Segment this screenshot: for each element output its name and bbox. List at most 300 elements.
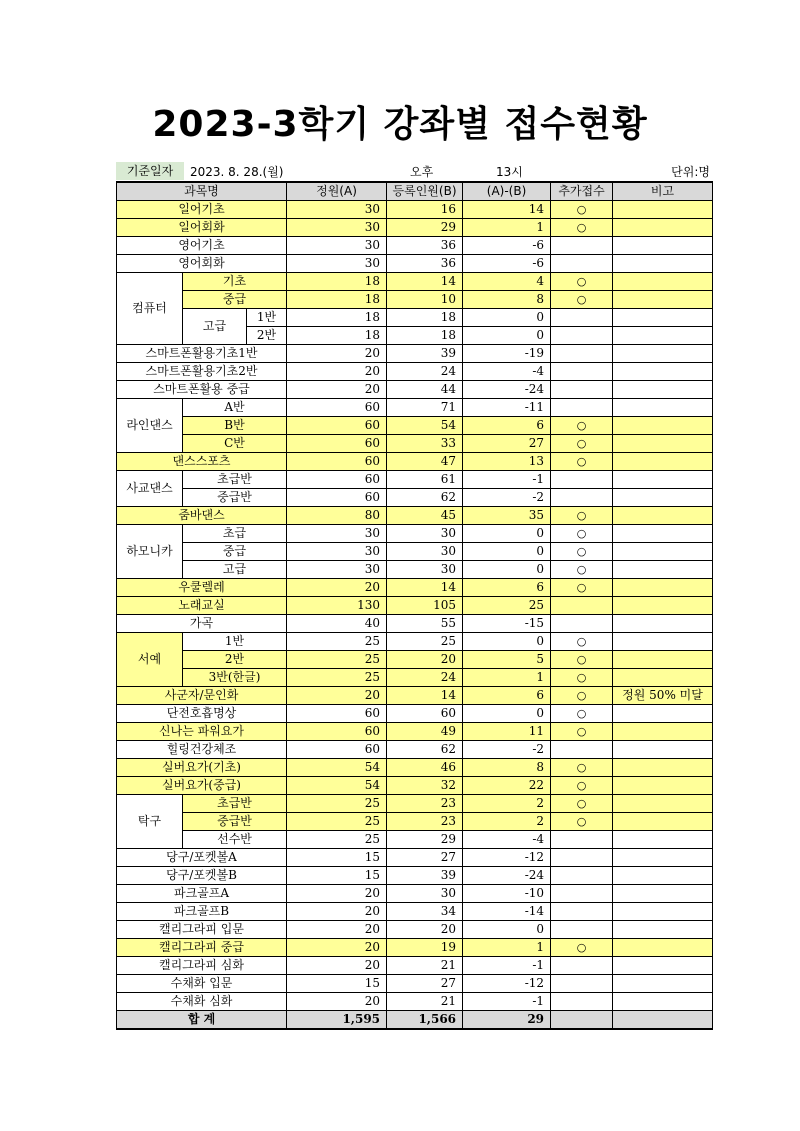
extra-cell [551, 309, 613, 327]
table-row [117, 417, 713, 435]
group-name: 탁구 [117, 795, 183, 849]
note-cell [613, 417, 713, 435]
table-row [117, 723, 713, 741]
extra-cell [551, 237, 613, 255]
registered-cell: 23 [387, 795, 463, 813]
diff-cell: 8 [463, 291, 551, 309]
subject-name: 스마트폰활용 중급 [117, 381, 287, 399]
diff-cell: -12 [463, 975, 551, 993]
note-cell [613, 453, 713, 471]
subject-name: 실버요가(중급) [117, 777, 287, 795]
capacity-cell: 30 [287, 201, 387, 219]
registered-cell: 24 [387, 669, 463, 687]
table-row [117, 255, 713, 273]
base-date-label: 기준일자 [116, 162, 184, 180]
note-cell [613, 975, 713, 993]
table-row [117, 885, 713, 903]
diff-cell: -2 [463, 741, 551, 759]
subject-name: 스마트폰활용기초2반 [117, 363, 287, 381]
registered-cell: 36 [387, 255, 463, 273]
subject-name: 당구/포켓볼B [117, 867, 287, 885]
registered-cell: 29 [387, 219, 463, 237]
note-cell [613, 741, 713, 759]
table-row [117, 939, 713, 957]
capacity-cell: 15 [287, 867, 387, 885]
capacity-cell: 25 [287, 831, 387, 849]
diff-cell: 22 [463, 777, 551, 795]
registered-cell: 105 [387, 597, 463, 615]
table-row [117, 219, 713, 237]
extra-cell: ○ [551, 633, 613, 651]
table-row [117, 381, 713, 399]
subject-name: 파크골프A [117, 885, 287, 903]
subject-name: 캘리그라피 심화 [117, 957, 287, 975]
diff-cell: 6 [463, 417, 551, 435]
subject-name: 캘리그라피 입문 [117, 921, 287, 939]
capacity-cell: 40 [287, 615, 387, 633]
diff-cell: -6 [463, 255, 551, 273]
extra-cell [551, 327, 613, 345]
registered-cell: 18 [387, 327, 463, 345]
extra-cell: ○ [551, 201, 613, 219]
table-row [117, 561, 713, 579]
registered-cell: 62 [387, 741, 463, 759]
note-cell [613, 849, 713, 867]
subject-name: 중급 [183, 291, 287, 309]
registered-cell: 55 [387, 615, 463, 633]
diff-cell: -6 [463, 237, 551, 255]
extra-cell [551, 741, 613, 759]
note-cell [613, 669, 713, 687]
diff-cell: 2 [463, 813, 551, 831]
subject-name: B반 [183, 417, 287, 435]
diff-cell: -1 [463, 471, 551, 489]
extra-cell: ○ [551, 453, 613, 471]
subject-name: 파크골프B [117, 903, 287, 921]
note-cell [613, 399, 713, 417]
table-row [117, 399, 713, 417]
table-row [117, 705, 713, 723]
extra-cell: ○ [551, 723, 613, 741]
extra-cell: ○ [551, 813, 613, 831]
extra-cell: ○ [551, 219, 613, 237]
note-cell [613, 543, 713, 561]
diff-cell: -10 [463, 885, 551, 903]
extra-cell: ○ [551, 759, 613, 777]
table-row [117, 993, 713, 1011]
diff-cell: -12 [463, 849, 551, 867]
note-cell [613, 813, 713, 831]
registered-cell: 30 [387, 543, 463, 561]
extra-cell [551, 255, 613, 273]
page-title: 2023-3학기 강좌별 접수현황 [152, 104, 648, 145]
capacity-cell: 18 [287, 273, 387, 291]
extra-cell [551, 399, 613, 417]
registered-cell: 61 [387, 471, 463, 489]
diff-cell: 0 [463, 921, 551, 939]
diff-cell: 8 [463, 759, 551, 777]
table-row [117, 777, 713, 795]
registered-cell: 60 [387, 705, 463, 723]
registered-cell: 32 [387, 777, 463, 795]
diff-cell: -4 [463, 363, 551, 381]
group-name: 사교댄스 [117, 471, 183, 507]
subject-name: 1반 [247, 309, 287, 327]
registered-cell: 62 [387, 489, 463, 507]
registered-cell: 30 [387, 561, 463, 579]
table-row [117, 309, 713, 327]
header-subject: 과목명 [117, 182, 287, 201]
note-cell [613, 561, 713, 579]
registered-cell: 45 [387, 507, 463, 525]
extra-cell [551, 471, 613, 489]
note-cell [613, 273, 713, 291]
registered-cell: 30 [387, 885, 463, 903]
table-row [117, 921, 713, 939]
group-name: 고급 [183, 309, 247, 345]
note-cell [613, 345, 713, 363]
subject-name: C반 [183, 435, 287, 453]
note-cell [613, 363, 713, 381]
subject-name: 1반 [183, 633, 287, 651]
diff-cell: -2 [463, 489, 551, 507]
registered-cell: 44 [387, 381, 463, 399]
diff-cell: -1 [463, 957, 551, 975]
note-cell [613, 219, 713, 237]
diff-cell: 1 [463, 219, 551, 237]
registered-cell: 46 [387, 759, 463, 777]
total-capacity: 1,595 [287, 1011, 387, 1030]
capacity-cell: 20 [287, 957, 387, 975]
diff-cell: -15 [463, 615, 551, 633]
note-cell [613, 489, 713, 507]
note-cell [613, 831, 713, 849]
header-row [117, 182, 713, 201]
table-row [117, 579, 713, 597]
registered-cell: 25 [387, 633, 463, 651]
header-note: 비고 [613, 182, 713, 201]
subject-name: 캘리그라피 중급 [117, 939, 287, 957]
note-cell [613, 507, 713, 525]
diff-cell: 25 [463, 597, 551, 615]
subject-name: A반 [183, 399, 287, 417]
total-label: 합 계 [117, 1011, 287, 1030]
capacity-cell: 25 [287, 651, 387, 669]
subject-name: 힐링건강체조 [117, 741, 287, 759]
extra-cell: ○ [551, 543, 613, 561]
diff-cell: -24 [463, 381, 551, 399]
subject-name: 단전호흡명상 [117, 705, 287, 723]
registered-cell: 71 [387, 399, 463, 417]
note-cell [613, 327, 713, 345]
registered-cell: 16 [387, 201, 463, 219]
extra-cell [551, 921, 613, 939]
subject-name: 2반 [183, 651, 287, 669]
extra-cell: ○ [551, 435, 613, 453]
capacity-cell: 60 [287, 453, 387, 471]
capacity-cell: 60 [287, 417, 387, 435]
note-cell [613, 759, 713, 777]
capacity-cell: 30 [287, 561, 387, 579]
subject-name: 초급반 [183, 795, 287, 813]
subject-name: 일어기초 [117, 201, 287, 219]
subject-name: 노래교실 [117, 597, 287, 615]
registered-cell: 36 [387, 237, 463, 255]
note-cell [613, 939, 713, 957]
subject-name: 초급 [183, 525, 287, 543]
table-row [117, 813, 713, 831]
note-cell [613, 471, 713, 489]
registered-cell: 20 [387, 651, 463, 669]
table-row [117, 849, 713, 867]
diff-cell: 4 [463, 273, 551, 291]
registration-table [116, 181, 713, 1030]
capacity-cell: 25 [287, 669, 387, 687]
note-cell: 정원 50% 미달 [613, 687, 713, 705]
registered-cell: 10 [387, 291, 463, 309]
extra-cell: ○ [551, 291, 613, 309]
note-cell [613, 615, 713, 633]
table-row [117, 741, 713, 759]
note-cell [613, 903, 713, 921]
table-row [117, 507, 713, 525]
diff-cell: 27 [463, 435, 551, 453]
diff-cell: -24 [463, 867, 551, 885]
registered-cell: 47 [387, 453, 463, 471]
registered-cell: 21 [387, 993, 463, 1011]
extra-cell [551, 831, 613, 849]
diff-cell: 0 [463, 705, 551, 723]
header-registered: 등록인원(B) [387, 182, 463, 201]
capacity-cell: 54 [287, 759, 387, 777]
diff-cell: -4 [463, 831, 551, 849]
table-row [117, 831, 713, 849]
extra-cell [551, 363, 613, 381]
note-cell [613, 579, 713, 597]
extra-cell [551, 597, 613, 615]
subject-name: 중급 [183, 543, 287, 561]
diff-cell: -11 [463, 399, 551, 417]
extra-cell: ○ [551, 525, 613, 543]
extra-cell: ○ [551, 651, 613, 669]
note-cell [613, 381, 713, 399]
diff-cell: 6 [463, 687, 551, 705]
subject-name: 실버요가(기초) [117, 759, 287, 777]
table-row [117, 489, 713, 507]
extra-cell: ○ [551, 507, 613, 525]
capacity-cell: 18 [287, 309, 387, 327]
table-row [117, 597, 713, 615]
base-date: 2023. 8. 28.(월) [190, 165, 284, 179]
diff-cell: 0 [463, 561, 551, 579]
table-row [117, 345, 713, 363]
capacity-cell: 20 [287, 363, 387, 381]
subject-name: 댄스스포츠 [117, 453, 287, 471]
note-cell [613, 957, 713, 975]
extra-cell: ○ [551, 705, 613, 723]
capacity-cell: 30 [287, 237, 387, 255]
extra-cell: ○ [551, 669, 613, 687]
subject-name: 가곡 [117, 615, 287, 633]
capacity-cell: 60 [287, 489, 387, 507]
capacity-cell: 25 [287, 633, 387, 651]
capacity-cell: 20 [287, 579, 387, 597]
registered-cell: 54 [387, 417, 463, 435]
capacity-cell: 25 [287, 795, 387, 813]
subject-name: 고급 [183, 561, 287, 579]
group-name: 서예 [117, 633, 183, 687]
unit: 단위:명 [671, 165, 710, 179]
table-row [117, 201, 713, 219]
diff-cell: 2 [463, 795, 551, 813]
capacity-cell: 60 [287, 435, 387, 453]
registered-cell: 14 [387, 687, 463, 705]
note-cell [613, 291, 713, 309]
table-row [117, 795, 713, 813]
subject-name: 줌바댄스 [117, 507, 287, 525]
registered-cell: 27 [387, 849, 463, 867]
capacity-cell: 60 [287, 471, 387, 489]
diff-cell: -14 [463, 903, 551, 921]
note-cell [613, 309, 713, 327]
capacity-cell: 15 [287, 975, 387, 993]
extra-cell [551, 867, 613, 885]
registered-cell: 39 [387, 867, 463, 885]
group-name: 컴퓨터 [117, 273, 183, 345]
table-row [117, 903, 713, 921]
extra-cell [551, 993, 613, 1011]
registered-cell: 24 [387, 363, 463, 381]
registered-cell: 29 [387, 831, 463, 849]
note-cell [613, 633, 713, 651]
registered-cell: 39 [387, 345, 463, 363]
note-cell [613, 705, 713, 723]
subject-name: 당구/포켓볼A [117, 849, 287, 867]
registered-cell: 14 [387, 579, 463, 597]
subject-name: 사군자/문인화 [117, 687, 287, 705]
subject-name: 기초 [183, 273, 287, 291]
capacity-cell: 25 [287, 813, 387, 831]
table-row [117, 615, 713, 633]
diff-cell: 0 [463, 633, 551, 651]
extra-cell [551, 381, 613, 399]
note-cell [613, 795, 713, 813]
table-row [117, 543, 713, 561]
diff-cell: -19 [463, 345, 551, 363]
capacity-cell: 20 [287, 345, 387, 363]
capacity-cell: 60 [287, 741, 387, 759]
table-row [117, 273, 713, 291]
diff-cell: 35 [463, 507, 551, 525]
diff-cell: 0 [463, 309, 551, 327]
group-name: 라인댄스 [117, 399, 183, 453]
meta-line [116, 162, 712, 180]
subject-name: 초급반 [183, 471, 287, 489]
diff-cell: -1 [463, 993, 551, 1011]
table-row [117, 651, 713, 669]
capacity-cell: 20 [287, 687, 387, 705]
note-cell [613, 777, 713, 795]
capacity-cell: 20 [287, 939, 387, 957]
extra-cell [551, 615, 613, 633]
note-cell [613, 867, 713, 885]
extra-cell: ○ [551, 777, 613, 795]
extra-cell [551, 489, 613, 507]
capacity-cell: 18 [287, 327, 387, 345]
capacity-cell: 60 [287, 705, 387, 723]
diff-cell: 0 [463, 543, 551, 561]
table-row [117, 759, 713, 777]
diff-cell: 13 [463, 453, 551, 471]
diff-cell: 0 [463, 525, 551, 543]
note-cell [613, 921, 713, 939]
extra-cell: ○ [551, 417, 613, 435]
table-row [117, 867, 713, 885]
extra-cell: ○ [551, 273, 613, 291]
capacity-cell: 60 [287, 399, 387, 417]
registered-cell: 18 [387, 309, 463, 327]
note-cell [613, 525, 713, 543]
header-diff: (A)-(B) [463, 182, 551, 201]
registered-cell: 30 [387, 525, 463, 543]
extra-cell: ○ [551, 561, 613, 579]
subject-name: 영어회화 [117, 255, 287, 273]
header-capacity: 정원(A) [287, 182, 387, 201]
registered-cell: 21 [387, 957, 463, 975]
table-row [117, 957, 713, 975]
diff-cell: 6 [463, 579, 551, 597]
table-row [117, 975, 713, 993]
registered-cell: 19 [387, 939, 463, 957]
table-row [117, 237, 713, 255]
registered-cell: 34 [387, 903, 463, 921]
table-row [117, 633, 713, 651]
table-row [117, 363, 713, 381]
note-cell [613, 237, 713, 255]
table-row [117, 291, 713, 309]
extra-cell: ○ [551, 579, 613, 597]
table-row [117, 525, 713, 543]
total-diff: 29 [463, 1011, 551, 1030]
capacity-cell: 30 [287, 543, 387, 561]
note-cell [613, 723, 713, 741]
ampm: 오후 [410, 165, 434, 179]
diff-cell: 11 [463, 723, 551, 741]
note-cell [613, 435, 713, 453]
table-row [117, 669, 713, 687]
table-row [117, 471, 713, 489]
note-cell [613, 885, 713, 903]
subject-name: 신나는 파워요가 [117, 723, 287, 741]
extra-cell: ○ [551, 939, 613, 957]
capacity-cell: 15 [287, 849, 387, 867]
subject-name: 선수반 [183, 831, 287, 849]
diff-cell: 1 [463, 669, 551, 687]
subject-name: 우쿨렐레 [117, 579, 287, 597]
capacity-cell: 20 [287, 903, 387, 921]
note-cell [613, 651, 713, 669]
registered-cell: 49 [387, 723, 463, 741]
capacity-cell: 30 [287, 255, 387, 273]
registered-cell: 20 [387, 921, 463, 939]
table-row [117, 687, 713, 705]
subject-name: 수채화 입문 [117, 975, 287, 993]
note-cell [613, 255, 713, 273]
diff-cell: 14 [463, 201, 551, 219]
table-row [117, 453, 713, 471]
subject-name: 스마트폰활용기초1반 [117, 345, 287, 363]
extra-cell [551, 957, 613, 975]
